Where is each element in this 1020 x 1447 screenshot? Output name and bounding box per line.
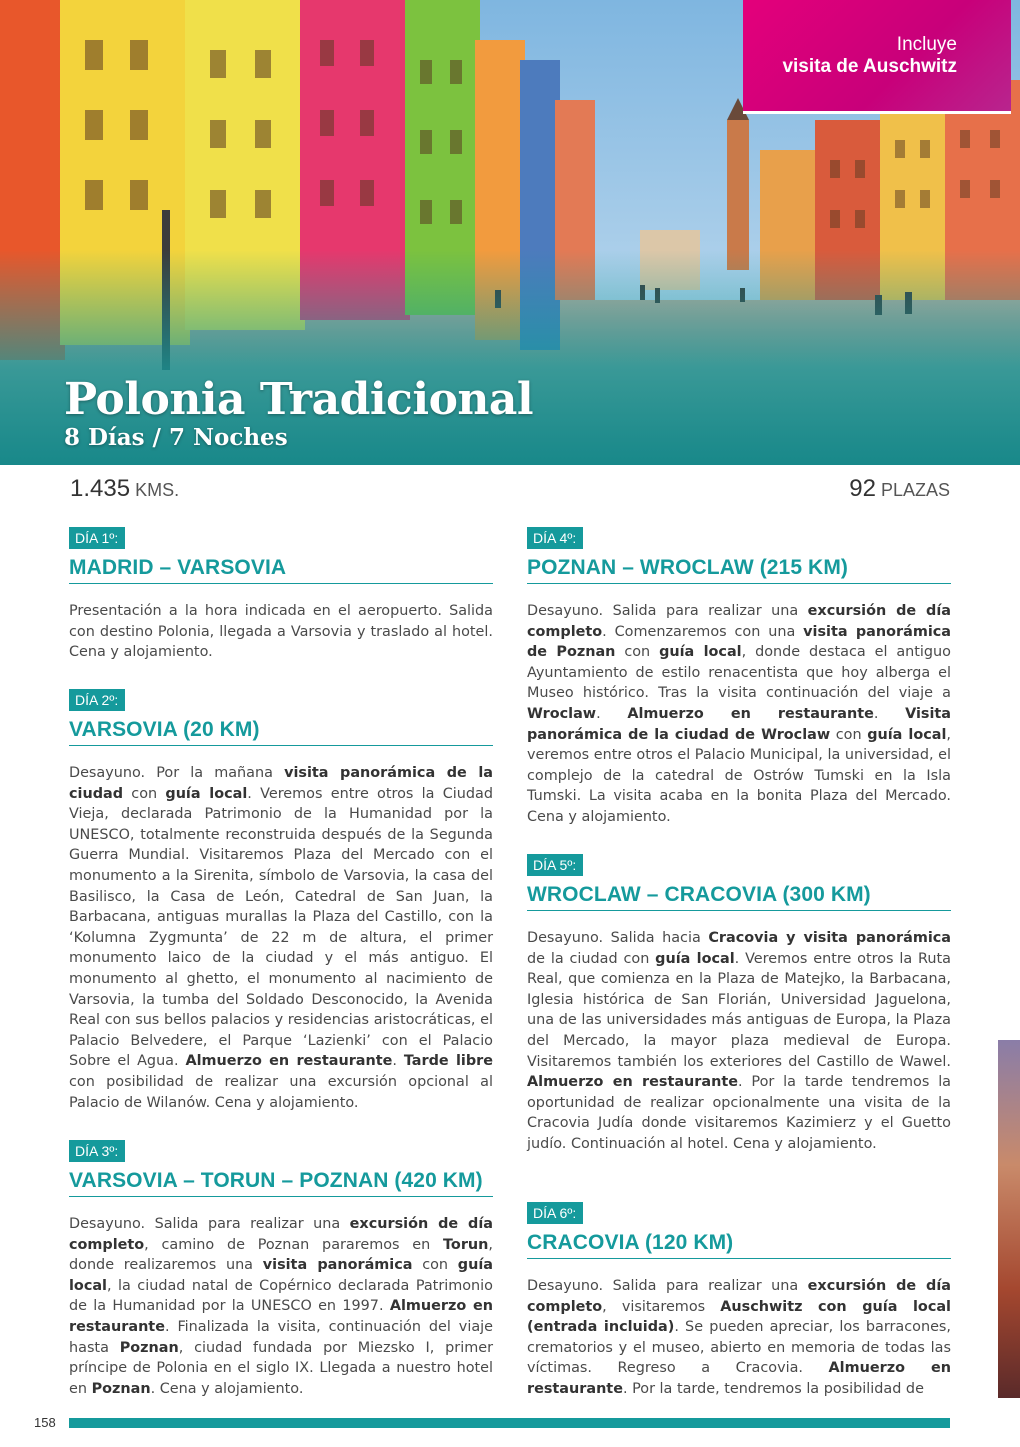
- seats-value: 92: [849, 475, 876, 502]
- day-description: Desayuno. Salida para realizar una excursión de día completo, visitaremos Auschwitz con guía local (entrada incluida). Se pueden apreciar, los barracones, crematorios y el museo, abierto en memoria de todas las víctimas. Regreso a Cracovia. Almuerzo en restaurante. Por la tarde, tendremos la posibilidad de: [527, 1278, 951, 1397]
- day-label: DÍA 2º:: [69, 689, 125, 711]
- day-label: DÍA 3º:: [69, 1140, 125, 1162]
- day-label: DÍA 5º:: [527, 854, 583, 876]
- footer-bar: [69, 1418, 950, 1428]
- distance-unit: KMS.: [135, 480, 180, 500]
- day-label: DÍA 6º:: [527, 1202, 583, 1224]
- day-label: DÍA 4º:: [527, 527, 583, 549]
- day-title: VARSOVIA (20 KM): [69, 711, 493, 746]
- day-title: WROCLAW – CRACOVIA (300 KM): [527, 876, 951, 911]
- seats-unit: PLAZAS: [880, 480, 950, 500]
- day-description: Desayuno. Salida hacia Cracovia y visita panorámica de la ciudad con guía local. Veremos entre otros la Ruta Real, que comienza en la Plaza de Matejko, la Barbacana, Iglesia histórica de San Florián, Universidad Jaguelona, una de las universidades más antiguas de Europa, la Plaza del Mercado, la mayor plaza medieval de Europa. Visitaremos también los exteriores del Castillo de Wawel. Almuerzo en restaurante. Por la tarde tendremos la oportunidad de realizar opcionalmente una visita de la Cracovia Judía donde visitaremos Kazimierz y el Guetto judío. Continuación al hotel. Cena y alojamiento.: [527, 930, 952, 1152]
- tour-title: Polonia Tradicional: [64, 374, 534, 425]
- day-title: CRACOVIA (120 KM): [527, 1224, 951, 1259]
- day-title: MADRID – VARSOVIA: [69, 549, 493, 584]
- day-description: Desayuno. Por la mañana visita panorámica de la ciudad con guía local. Veremos entre otros la Ciudad Vieja, declarada Patrimonio de la Humanidad por la UNESCO, totalmente reconstruida después de la Segunda Guerra Mundial. Visitaremos Plaza del Mercado con el monumento a la Sirenita, símbolo de Varsovia, la casa del Basilisco, la Casa de León, Catedral de San Juan, la Barbacana, antiguas murallas la Plaza del Castillo, con la ‘Kolumna Zygmunta’ de 22 m de altura, el primer monumento laico de la ciudad y el más antiguo. El monumento al ghetto, el monumento al nacimiento de Varsovia, la tumba del Soldado Desconocido, la Avenida Real con sus bellos palacios y residencias aristocráticas, el Palacio Belvedere, el Parque ‘Lazienki’ con el Palacio Sobre el Agua. Almuerzo en restaurante. Tarde libre con posibilidad de realizar una excursión opcional al Palacio de Wilanów. Cena y alojamiento.: [69, 765, 493, 1111]
- day-6-block: [527, 1202, 951, 1400]
- hero-photo: [0, 0, 1020, 465]
- day-description: Presentación a la hora indicada en el aeropuerto. Salida con destino Polonia, llegada a Varsovia y traslado al hotel. Cena y alojamiento.: [69, 603, 493, 661]
- day-description: Desayuno. Salida para realizar una excursión de día completo, camino de Poznan pararemos en Torun, donde realizaremos una visita panorámica con guía local, la ciudad natal de Copérnico declarada Patrimonio de la Humanidad por la UNESCO en 1997. Almuerzo en restaurante. Finalizada la visita, continuación del viaje hasta Poznan, ciudad fundada por Miezsko I, primer príncipe de Polonia en el siglo IX. Llegada a nuestro hotel en Poznan. Cena y alojamiento.: [69, 1216, 493, 1397]
- day-description: Desayuno. Salida para realizar una excursión de día completo. Comenzaremos con una visita panorámica de Poznan con guía local, donde destaca el antiguo Ayuntamiento de estilo renacentista que hoy alberga el Museo histórico. Tras la visita continuación del viaje a Wroclaw. Almuerzo en restaurante. Visita panorámica de la ciudad de Wroclaw con guía local, veremos entre otros el Palacio Municipal, la universidad, el complejo de la catedral de Ostrów Tumski en la Isla Tumski. La visita acaba en la bonita Plaza del Mercado. Cena y alojamiento.: [527, 603, 952, 825]
- distance-stat: [70, 475, 179, 503]
- auschwitz-badge: [743, 0, 1011, 112]
- day-label: DÍA 1º:: [69, 527, 125, 549]
- day-3-block: [69, 1140, 493, 1399]
- badge-underline: [743, 111, 1011, 114]
- side-photo-strip: [998, 1040, 1020, 1398]
- day-5-block: [527, 854, 951, 1155]
- seats-stat: [849, 475, 950, 503]
- day-title: POZNAN – WROCLAW (215 KM): [527, 549, 951, 584]
- distance-value: 1.435: [70, 475, 131, 502]
- tour-duration: 8 Días / 7 Noches: [64, 424, 288, 451]
- badge-line2: visita de Auschwitz: [782, 56, 957, 77]
- day-4-block: [527, 527, 951, 828]
- day-1-block: [69, 527, 493, 663]
- day-2-block: [69, 689, 493, 1113]
- day-title: VARSOVIA – TORUN – POZNAN (420 KM): [69, 1162, 493, 1197]
- badge-line1: Incluye: [896, 34, 957, 55]
- page-number: 158: [34, 1415, 56, 1430]
